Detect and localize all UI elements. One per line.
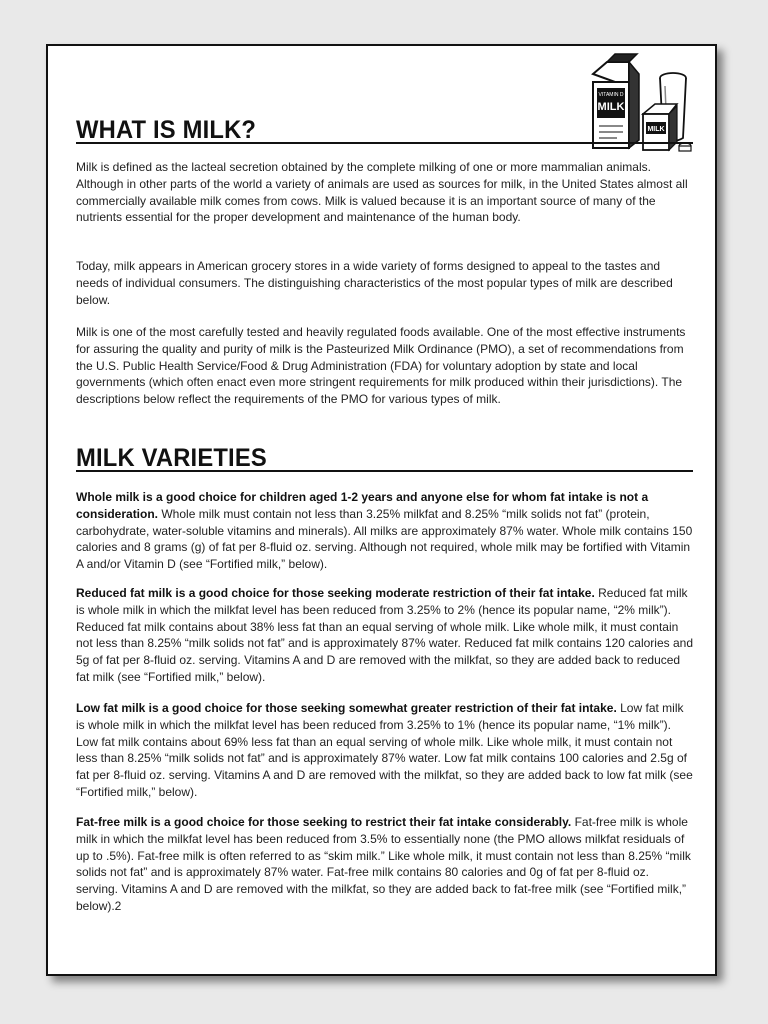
carton-vitamin-label: VITAMIN D bbox=[598, 92, 624, 98]
carton-milk-label: MILK bbox=[597, 101, 625, 113]
intro-paragraph-1: Milk is defined as the lacteal secretion obtained by the complete milking of one or more mammalian animals. Although in other parts of the world a variety of animals are used as sources for milk, in the United States almost all commercially available milk comes from cows. Milk is valued because it is an important source of many of the nutrients essential for the proper development and maintenance of the human body. bbox=[76, 160, 688, 225]
whole-milk-body: Whole milk must contain not less than 3.25% milkfat and 8.25% “milk solids not fat” (protein, carbohydrate, water-soluble vitamins and minerals). All milks are approximately 87% water. Whole milk contains 150 calories and 8 grams (g) of fat per 8-fluid oz. serving. Although not required, whole milk may be fortified with Vitamin A and/or Vitamin D (see “Fortified milk,” below). bbox=[76, 506, 693, 572]
intro-paragraph-2: Today, milk appears in American grocery stores in a wide variety of forms designed to appeal to the tastes and needs of individual consumers. The distinguishing characteristics of the most popular types of milk are described below. bbox=[76, 259, 673, 307]
document-page bbox=[46, 44, 717, 976]
low-fat-milk-body: Low fat milk is whole milk in which the milkfat level has been reduced from 3.25% to 1% (hence its popular name, “1% milk”). Low fat milk contains about 69% less fat than an equal serving of whole milk. Like whole milk, it must contain not less than 8.25% “milk solids not fat” and is approximately 87% water. Low fat milk contains 100 calories and 2.5g of fat per 8-fluid oz. serving. Vitamins A and D are removed with the milkfat, so they are added back to low fat milk (see “Fortified milk,” below). bbox=[76, 701, 693, 799]
reduced-fat-milk-paragraph bbox=[76, 585, 694, 686]
what-is-milk-heading: WHAT IS MILK? bbox=[76, 116, 257, 144]
fat-free-milk-paragraph bbox=[76, 814, 694, 915]
fat-free-milk-lead: Fat-free milk is a good choice for those seeking to restrict their fat intake considerably. bbox=[76, 815, 572, 829]
intro-paragraph-3: Milk is one of the most carefully tested and heavily regulated foods available. One of the most effective instruments for assuring the quality and purity of milk is the Pasteurized Milk Ordinance (PMO), a set of recommendations from the U.S. Public Health Service/Food & Drug Administration (FDA) for voluntary adoption by state and local governments (which often enact even more stringent requirements for milk produced within their jurisdictions). The descriptions below reflect the requirements of the PMO for various types of milk. bbox=[76, 325, 686, 407]
large-milk-carton-icon bbox=[593, 54, 639, 148]
low-fat-milk-lead: Low fat milk is a good choice for those seeking somewhat greater restriction of their fat intake. bbox=[76, 701, 617, 715]
heading-rule bbox=[76, 142, 693, 144]
heading-rule bbox=[76, 470, 693, 472]
reduced-fat-milk-body: Reduced fat milk is whole milk in which the milkfat level has been reduced from 3.25% to 2% (hence its popular name, “2% milk”). Reduced fat milk contains about 38% less fat than an equal serving of whole milk. Like whole milk, it must contain not less than 8.25% “milk solids not fat” and is approximately 87% water. Reduced fat milk contains 120 calories and 5g of fat per 8-fluid oz. serving. Vitamins A and D are removed with the milkfat, so they are added back to reduced fat milk (see “Fortified milk,” below). bbox=[76, 586, 693, 684]
fat-free-milk-body: Fat-free milk is whole milk in which the milkfat level has been reduced from 3.5% to essentially none (the PMO allows milkfat residuals of up to .5%). Fat-free milk is often referred to as “skim milk.” Like whole milk, it must contain not less than 8.25% “milk solids not fat” and is approximately 87% water. Fat-free milk contains 80 calories and 0g of fat per 8-fluid oz. serving. Vitamins A and D are removed with the milkfat, so they are added back to fat-free milk (see “Fortified milk,” below).2 bbox=[76, 815, 691, 913]
small-carton-milk-label: MILK bbox=[647, 126, 665, 133]
bottle-cap-icon bbox=[679, 143, 691, 151]
whole-milk-paragraph bbox=[76, 489, 694, 573]
low-fat-milk-paragraph bbox=[76, 700, 694, 801]
reduced-fat-milk-lead: Reduced fat milk is a good choice for those seeking moderate restriction of their fat intake. bbox=[76, 586, 595, 600]
whole-milk-lead: Whole milk is a good choice for children aged 1-2 years and anyone else for whom fat intake is not a consideration. bbox=[76, 490, 649, 521]
milk-cartons-illustration bbox=[585, 52, 697, 156]
milk-varieties-heading: MILK VARIETIES bbox=[76, 444, 267, 472]
